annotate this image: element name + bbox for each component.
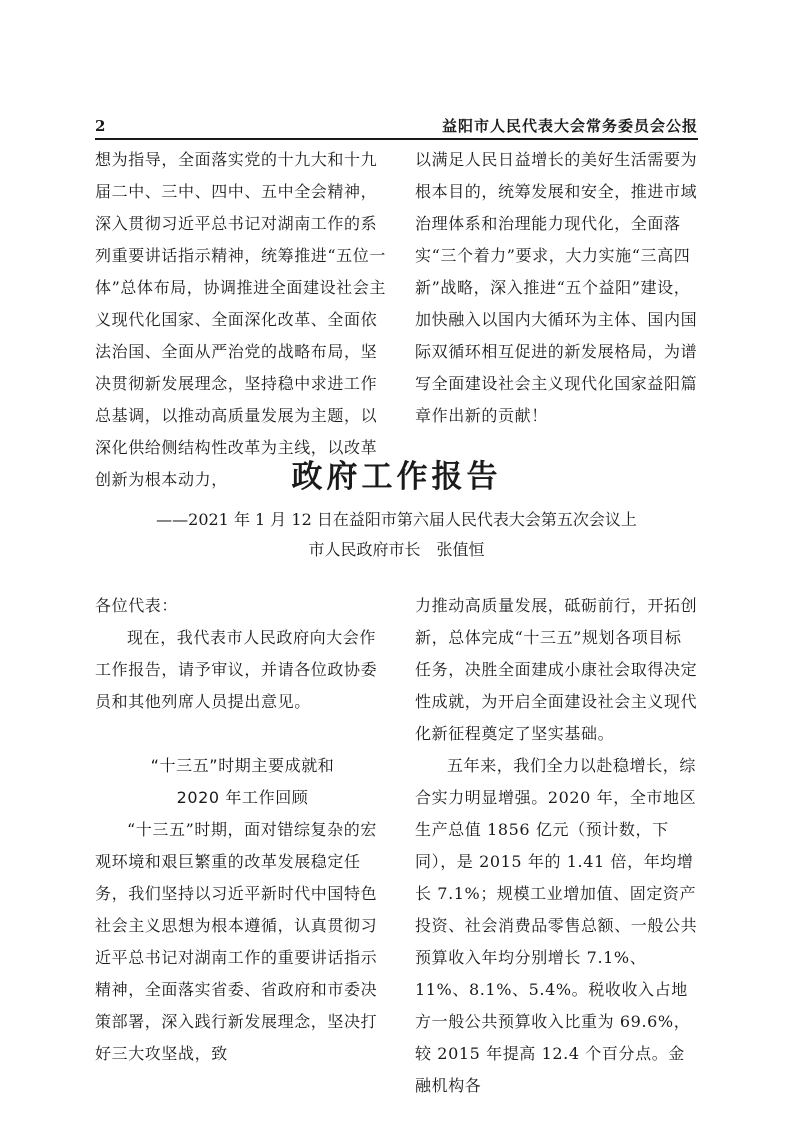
continued-paragraph-right: 以满足人民日益增长的美好生活需要为根本目的，统筹发展和安全，推进市域治理体系和治理能力现代化，全面落实“三个着力”要求，大力实施“三高四新”战略，深入推进“五个益阳”建设，加快融入以国内大循环为主体、国内国际双循环相互促进的新发展格局，为谱写全面建设社会主义现代化国家益阳篇章作出新的贡献！: [415, 150, 698, 425]
header-rule: [95, 138, 698, 140]
continued-paragraph-left: 想为指导，全面落实党的十九大和十九届二中、三中、四中、五中全会精神，深入贯彻习近平总书记对湖南工作的系列重要讲话指示精神，统筹推进“五位一体”总体布局，协调推进全面建设社会主义现代化国家、全面深化改革、全面依法治国、全面从严治党的战略布局，坚决贯彻新发展理念，坚持稳中求进工作总基调，以推动高质量发展为主题，以深化供给侧结构性改革为主线，以改革创新为根本动力，: [95, 150, 386, 489]
paragraph-body: 2020 年，全市地区生产总值 1856 亿元（预计数，下同），是 2015 年的 1.41 倍，年均增长 7.1%；规模工业增加值、固定资产投资、社会消费品零售总额、一般公共预算收入年均分别增长 7.1%、11%、8.1%、5.4%。税收收入占地方一般公共预算收入比重为 69.6%，较 2015 年提高 12.4 个百分点。金融机构各: [415, 788, 698, 1095]
spacer: [95, 718, 390, 750]
report-speaker: 市人民政府市长 张值恒: [308, 540, 485, 559]
top-left-column: [95, 144, 390, 496]
section-heading-line2: 2020 年工作回顾: [176, 788, 309, 807]
page-number: 2: [95, 117, 106, 135]
page-header: [95, 116, 698, 138]
achievements-paragraph: [415, 750, 698, 1102]
top-right-column: [415, 144, 698, 432]
intro-paragraph: 现在，我代表市人民政府向大会作工作报告，请予审议，并请各位政协委员和其他列席人员提出意见。: [95, 628, 378, 711]
report-subtitle: ——2021 年 1 月 12 日在益阳市第六届人民代表大会第五次会议上: [156, 510, 637, 529]
report-title: 政府工作报告: [291, 459, 502, 495]
section-heading: “十三五”时期主要成就和: [150, 756, 335, 775]
body-right-column: [415, 590, 698, 1102]
section-paragraph: “十三五”时期，面对错综复杂的宏观环境和艰巨繁重的改革发展稳定任务，我们坚持以习近平新时代中国特色社会主义思想为根本遵循，认真贯彻习近平总书记对湖南工作的重要讲话指示精神，全面落实省委、省政府和市委决策部署，深入践行新发展理念，坚决打好三大攻坚战，致: [95, 820, 378, 1063]
body-left-column: [95, 590, 390, 1070]
journal-title: 益阳市人民代表大会常务委员会公报: [441, 117, 698, 135]
paragraph-lead: 五年来，我们全力以赴稳增长，综合实力明显增强。: [415, 756, 697, 807]
paragraph-continued: 力推动高质量发展，砥砺前行，开拓创新，总体完成“十三五”规划各项目标任务，决胜全面建成小康社会取得决定性成就，为开启全面建设社会主义现代化新征程奠定了坚实基础。: [415, 596, 698, 743]
salutation: 各位代表：: [95, 596, 179, 615]
